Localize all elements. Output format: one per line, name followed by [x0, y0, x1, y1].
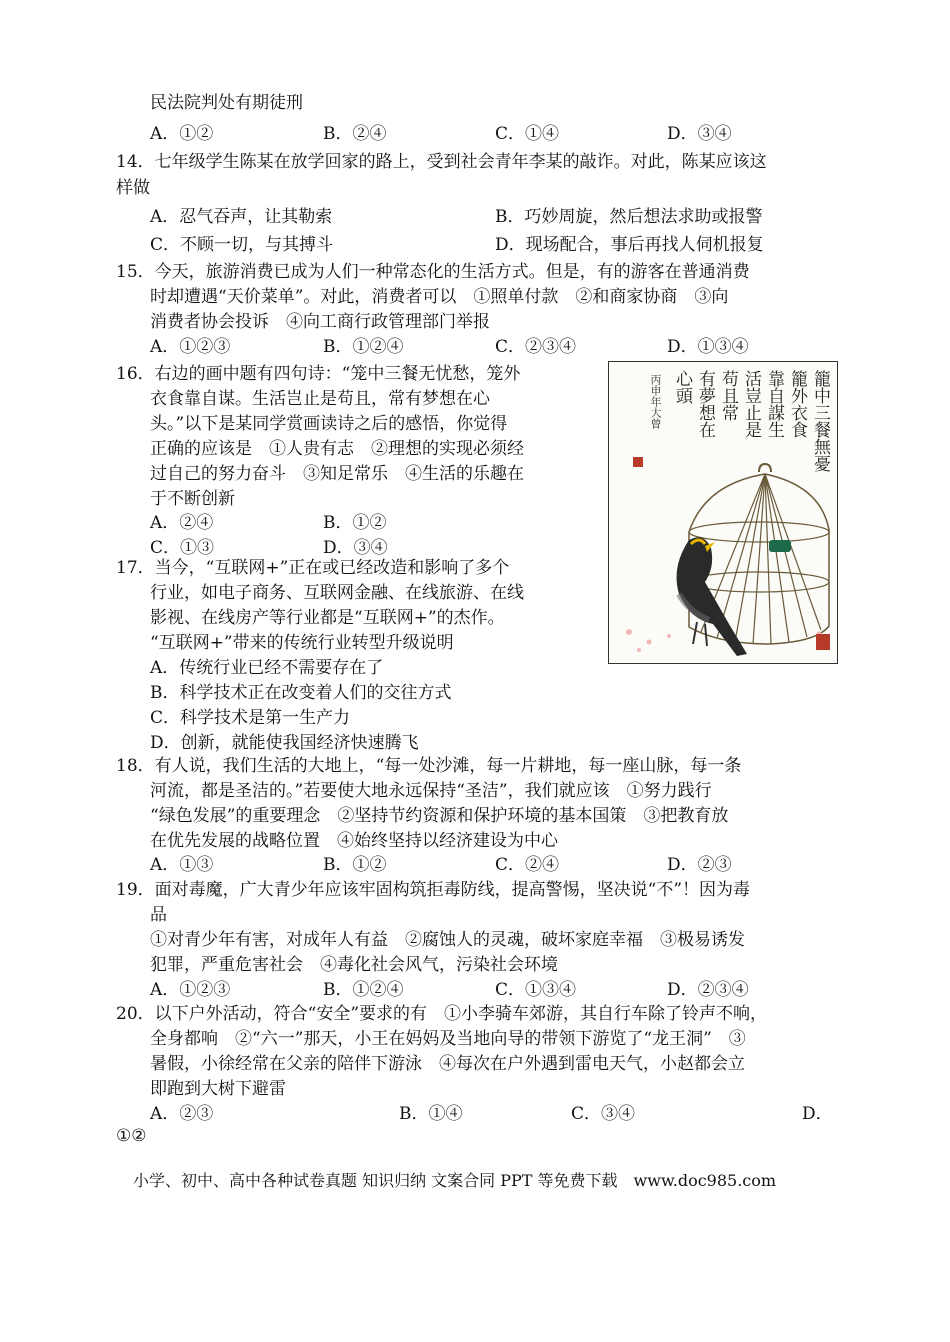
q20-option-c: C．③④	[571, 1104, 636, 1124]
q19-option-a: A．①②③	[150, 980, 231, 1000]
q16-stem-line6: 于不断创新	[150, 489, 235, 509]
poem-column-4: 活豈止是	[741, 370, 761, 438]
q20-option-d: D．	[802, 1104, 833, 1124]
q15-option-c: C．②③④	[495, 337, 577, 357]
q14-option-a: A．忍气吞声，让其勒索	[150, 207, 333, 227]
q19-stem-line4: 犯罪，严重危害社会 ④毒化社会风气，污染社会环境	[150, 955, 558, 975]
q16-option-d: D．③④	[323, 538, 388, 558]
seal-stamp-icon	[816, 634, 830, 650]
poem-column-6: 有夢想在	[695, 370, 715, 438]
q17-stem-line1: 17．当今，“互联网+”正在或已经改造和影响了多个	[116, 558, 510, 578]
q20-stem-line4: 即跑到大树下避雷	[150, 1079, 286, 1099]
q20-option-a: A．②③	[150, 1104, 214, 1124]
page-footer: 小学、初中、高中各种试卷真题 知识归纳 文案合同 PPT 等免费下载 www.doc985.com	[133, 1171, 777, 1190]
poem-column-5: 苟且常	[718, 370, 738, 421]
q17-stem-line3: 影视、在线房产等行业都是“互联网+”的杰作。	[150, 608, 505, 628]
q18-option-b: B．①②	[323, 855, 387, 875]
q20-stem-line1: 20．以下户外活动，符合“安全”要求的有 ①小李骑车郊游，其自行车除了铃声不响，	[116, 1004, 768, 1024]
q17-option-b: B．科学技术正在改变着人们的交往方式	[150, 683, 452, 703]
q20-option-d-value: ①②	[116, 1126, 147, 1146]
q14-option-d: D．现场配合，事后再找人伺机报复	[495, 235, 764, 255]
q13-option-b: B．②④	[323, 124, 387, 144]
q16-stem-line1: 16．右边的画中题有四句诗：“笼中三餐无忧愁，笼外	[116, 364, 521, 384]
q19-stem-line2: 品	[150, 905, 167, 925]
poem-column-3: 靠自謀生	[764, 370, 784, 438]
q16-stem-line5: 过自己的努力奋斗 ③知足常乐 ④生活的乐趣在	[150, 464, 524, 484]
q13-option-a: A．①②	[150, 124, 214, 144]
q15-option-b: B．①②④	[323, 337, 404, 357]
q13-option-c: C．①④	[495, 124, 560, 144]
mynah-bird-icon	[677, 537, 747, 656]
q16-stem-line3: 头。”以下是某同学赏画读诗之后的感悟，你觉得	[150, 414, 508, 434]
q19-option-c: C．①③④	[495, 980, 577, 1000]
q17-option-a: A．传统行业已经不需要存在了	[150, 658, 384, 678]
bird-cage-painting	[608, 361, 838, 664]
q16-stem-line4: 正确的应该是 ①人贵有志 ②理想的实现必须经	[150, 439, 524, 459]
q14-stem-line2: 样做	[116, 178, 150, 198]
q20-stem-line3: 暑假，小徐经常在父亲的陪伴下游泳 ④每次在户外遇到雷电天气，小赵都会立	[150, 1054, 745, 1074]
q13-option-d: D．③④	[667, 124, 732, 144]
q17-option-d: D．创新，就能使我国经济快速腾飞	[150, 733, 419, 753]
painting-signature: 丙申年大曾	[649, 374, 662, 429]
q17-stem-line4: “互联网+”带来的传统行业转型升级说明	[150, 633, 454, 653]
q15-stem-line2: 时却遭遇“天价菜单”。对此，消费者可以 ①照单付款 ②和商家协商 ③向	[150, 287, 729, 307]
q20-option-b: B．①④	[399, 1104, 463, 1124]
q19-stem-line1: 19．面对毒魔，广大青少年应该牢固构筑拒毒防线，提高警惕，坚决说“不”！因为毒	[116, 880, 751, 900]
q17-stem-line2: 行业，如电子商务、互联网金融、在线旅游、在线	[150, 583, 524, 603]
poem-column-2: 籠外衣食	[787, 370, 807, 438]
q15-option-d: D．①③④	[667, 337, 749, 357]
q13-tail: 民法院判处有期徒刑	[150, 93, 303, 113]
q18-option-d: D．②③	[667, 855, 732, 875]
q18-option-c: C．②④	[495, 855, 560, 875]
q20-stem-line2: 全身都响 ②“六一”那天，小王在妈妈及当地向导的带领下游览了“龙王洞” ③	[150, 1029, 746, 1049]
q18-stem-line1: 18．有人说，我们生活的大地上，“每一处沙滩，每一片耕地，每一座山脉，每一条	[116, 756, 742, 776]
q16-option-c: C．①③	[150, 538, 215, 558]
poem-calligraphy	[672, 370, 829, 472]
feeder-cup-icon	[769, 540, 791, 552]
q19-stem-line3: ①对青少年有害，对成年人有益 ②腐蚀人的灵魂，破坏家庭幸福 ③极易诱发	[150, 930, 745, 950]
q18-stem-line4: 在优先发展的战略位置 ④始终坚持以经济建设为中心	[150, 831, 558, 851]
q18-stem-line2: 河流，都是圣洁的。”若要使大地永远保持“圣洁”，我们就应该 ①努力践行	[150, 781, 712, 801]
q16-option-b: B．①②	[323, 513, 387, 533]
q15-option-a: A．①②③	[150, 337, 231, 357]
q17-option-c: C．科学技术是第一生产力	[150, 708, 351, 728]
poem-column-7: 心頭	[672, 370, 692, 404]
q14-option-c: C．不顾一切，与其搏斗	[150, 235, 334, 255]
q16-stem-line2: 衣食靠自谋。生活岂止是苟且，常有梦想在心	[150, 389, 490, 409]
q19-option-b: B．①②④	[323, 980, 404, 1000]
q16-option-a: A．②④	[150, 513, 214, 533]
q19-option-d: D．②③④	[667, 980, 749, 1000]
q14-option-b: B．巧妙周旋，然后想法求助或报警	[495, 207, 763, 227]
q14-stem-line1: 14．七年级学生陈某在放学回家的路上，受到社会青年李某的敲诈。对此，陈某应该这	[116, 152, 767, 172]
q15-stem-line1: 15．今天，旅游消费已成为人们一种常态化的生活方式。但是，有的游客在普通消费	[116, 262, 750, 282]
seal-stamp-small-icon	[633, 457, 643, 467]
q18-stem-line3: “绿色发展”的重要理念 ②坚持节约资源和保护环境的基本国策 ③把教育放	[150, 806, 729, 826]
poem-column-1: 籠中三餐無憂	[810, 370, 830, 472]
q18-option-a: A．①③	[150, 855, 214, 875]
q15-stem-line3: 消费者协会投诉 ④向工商行政管理部门举报	[150, 312, 490, 332]
